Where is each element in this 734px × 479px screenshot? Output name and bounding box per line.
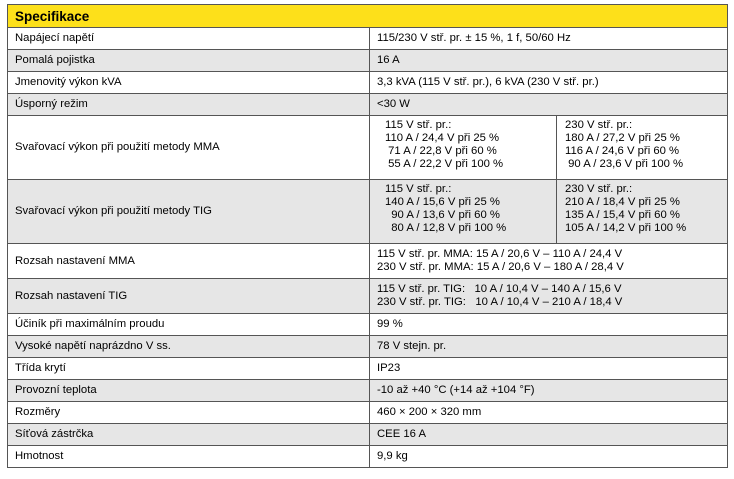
specification-table [7,4,728,468]
value-line: 210 A / 18,4 V při 25 % [565,196,680,208]
row-label: Svařovací výkon při použití metody MMA [8,116,370,180]
row-value: 9,9 kg [370,446,728,468]
row-label: Provozní teplota [8,380,370,402]
value-line: 180 A / 27,2 V při 25 % [565,132,680,144]
value-line: 55 A / 22,2 V při 100 % [385,158,504,170]
row-value: -10 až +40 °C (+14 až +104 °F) [370,380,728,402]
row-label: Síťová zástrčka [8,424,370,446]
value-line: 90 A / 23,6 V při 100 % [565,158,684,170]
row-value: <30 W [370,94,728,116]
row-label: Rozsah nastavení MMA [8,244,370,279]
value-line: 115 V stř. pr.: [385,183,452,195]
table-row [8,336,728,358]
table-row [8,50,728,72]
value-115v [377,116,556,179]
value-115v [377,180,556,243]
row-label: Svařovací výkon při použití metody TIG [8,180,370,244]
table-row [8,314,728,336]
value-line: 230 V stř. pr. TIG: 10 A / 10,4 V – 210 A / 18,4 V [377,296,623,308]
table-row [8,180,728,244]
row-value: 115/230 V stř. pr. ± 15 %, 1 f, 50/60 Hz [370,28,728,50]
row-label: Účiník při maximálním proudu [8,314,370,336]
value-line: 230 V stř. pr. MMA: 15 A / 20,6 V – 180 A / 28,4 V [377,261,624,273]
value-line: 115 V stř. pr.: [385,119,452,131]
value-line: 71 A / 22,8 V při 60 % [385,145,497,157]
value-line: 115 V stř. pr. TIG: 10 A / 10,4 V – 140 A / 15,6 V [377,283,622,295]
row-label: Pomalá pojistka [8,50,370,72]
row-label: Vysoké napětí naprázdno V ss. [8,336,370,358]
value-line: 116 A / 24,6 V při 60 % [565,145,680,157]
table-title: Specifikace [8,5,728,28]
value-230v [556,180,727,243]
value-line: 80 A / 12,8 V při 100 % [385,222,507,234]
table-row [8,424,728,446]
value-230v [556,116,727,179]
row-value: 3,3 kVA (115 V stř. pr.), 6 kVA (230 V stř. pr.) [370,72,728,94]
row-label: Třída krytí [8,358,370,380]
table-row [8,446,728,468]
row-label: Napájecí napětí [8,28,370,50]
row-value: 78 V stejn. pr. [370,336,728,358]
row-label: Jmenovitý výkon kVA [8,72,370,94]
row-label: Rozsah nastavení TIG [8,279,370,314]
row-value: CEE 16 A [370,424,728,446]
value-line: 230 V stř. pr.: [565,183,633,195]
row-value: 16 A [370,50,728,72]
table-row [8,116,728,180]
row-value [370,279,728,314]
table-row [8,380,728,402]
table-header-row [8,5,728,28]
row-value: 99 % [370,314,728,336]
table-row [8,402,728,424]
value-line: 110 A / 24,4 V při 25 % [385,132,500,144]
row-label: Hmotnost [8,446,370,468]
row-value [370,180,728,244]
row-value: IP23 [370,358,728,380]
row-value: 460 × 200 × 320 mm [370,402,728,424]
value-line: 135 A / 15,4 V při 60 % [565,209,680,221]
table-row [8,28,728,50]
row-label: Rozměry [8,402,370,424]
value-line: 140 A / 15,6 V při 25 % [385,196,500,208]
table-row [8,279,728,314]
value-line: 230 V stř. pr.: [565,119,633,131]
value-line: 105 A / 14,2 V při 100 % [565,222,687,234]
row-label: Úsporný režim [8,94,370,116]
row-value [370,116,728,180]
table-row [8,72,728,94]
value-line: 115 V stř. pr. MMA: 15 A / 20,6 V – 110 A / 24,4 V [377,248,623,260]
table-row [8,244,728,279]
table-row [8,358,728,380]
value-line: 90 A / 13,6 V při 60 % [385,209,500,221]
table-row [8,94,728,116]
row-value [370,244,728,279]
